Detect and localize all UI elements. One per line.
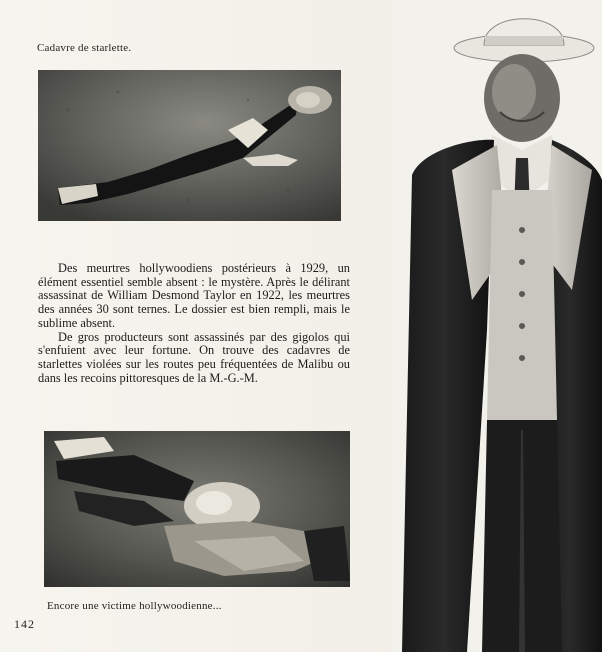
paragraph-1: Des meurtres hollywoodiens postérieurs à 1929, un élément essentiel semble absent : le mystère. Après le délirant assassinat de William Desmond Taylor en 1922, les meurtres des années 30 sont ternes. Le dossier est bien rempli, mais le sublime absent. bbox=[38, 261, 350, 330]
bottom-photograph-illustration bbox=[44, 431, 350, 587]
top-photograph bbox=[38, 70, 341, 221]
page-number: 142 bbox=[14, 617, 35, 631]
portrait-photograph bbox=[392, 0, 602, 652]
article-body bbox=[38, 262, 350, 385]
bottom-photograph bbox=[44, 431, 350, 587]
bottom-photo-caption: Encore une victime hollywoodienne... bbox=[47, 600, 222, 612]
top-photograph-illustration bbox=[38, 70, 341, 221]
paragraph-2: De gros producteurs sont assassinés par des gigolos qui s'enfuient avec leur fortune. On trouve des cadavres de starlettes violées sur les routes peu fréquentées de Malibu ou dans les recoins pittoresques de la M.-G.-M. bbox=[38, 329, 350, 385]
portrait-photograph-illustration bbox=[392, 0, 602, 652]
top-photo-caption: Cadavre de starlette. bbox=[37, 42, 132, 54]
